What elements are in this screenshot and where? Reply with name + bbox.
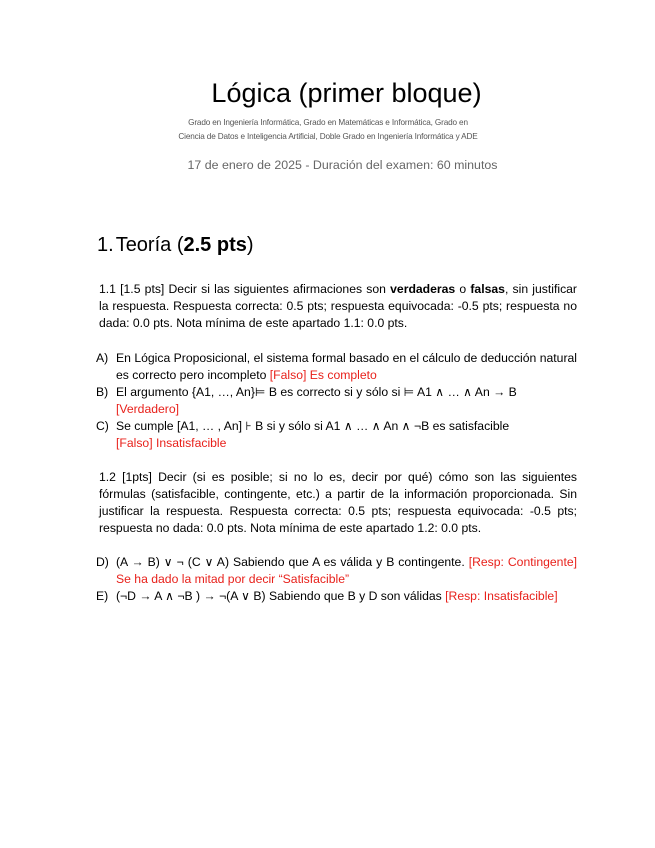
q11-bold-false: falsas bbox=[470, 282, 505, 296]
q11-rest: , sin justificar la respuesta. Respuesta correcta: 0.5 pts; respuesta equivocada: -0.5 pts; respuesta no dada: 0.0 pts. Nota mínima de este apartado 1.1: 0.0 pts. bbox=[99, 282, 577, 330]
item-letter: D) bbox=[96, 555, 109, 569]
item-text: (A → B) ∨ ¬ (C ∨ A) Sabiendo que A es válida y B contingente. bbox=[116, 555, 469, 569]
exam-title: Lógica (primer bloque) bbox=[211, 78, 482, 108]
exam-date-duration: 17 de enero de 2025 - Duración del examen: 60 minutos bbox=[187, 158, 498, 172]
item-answer: [Verdadero] bbox=[116, 402, 180, 416]
question-1-2-statement: 1.2 [1pts] Decir (si es posible; si no lo es, decir por qué) cómo son las siguientes fórmulas (satisfacible, contingente, etc.) a partir de la información proporcionada. Sin justificar la respuesta. Respuesta correcta: 0.5 pts; respuesta equivocada: -0.5 pts; respuesta no dada: 0.0 pts. Nota mínima de este apartado 1.2: 0.0 pts. bbox=[99, 470, 577, 535]
q11-bold-true: verdaderas bbox=[390, 282, 456, 296]
question-1-1-statement bbox=[99, 281, 577, 332]
item-letter: C) bbox=[96, 419, 109, 433]
item-letter: E) bbox=[96, 589, 109, 603]
item-answer: [Falso] Insatisfacible bbox=[116, 436, 227, 450]
item-text: En Lógica Proposicional, el sistema formal basado en el cálculo de deducción natural es correcto pero incompleto bbox=[116, 351, 577, 382]
item-text: (¬D → A ∧ ¬B ) → ¬(A ∨ B) Sabiendo que B y D son válidas bbox=[116, 589, 446, 603]
section-title-prefix: Teoría ( bbox=[115, 234, 184, 256]
section-number: 1. bbox=[97, 234, 114, 256]
degree-programs-line-2: Ciencia de Datos e Inteligencia Artificial, Doble Grado en Ingeniería Informática y ADE bbox=[178, 132, 478, 141]
item-answer: [Resp: Contingente] Se ha dado la mitad por decir “Satisfacible” bbox=[116, 555, 577, 586]
degree-programs bbox=[136, 116, 520, 144]
list-item bbox=[96, 418, 577, 452]
q11-mid: o bbox=[455, 282, 471, 296]
item-text: El argumento {A1, …, An}⊨ B es correcto si y sólo si ⊨ A1 ∧ … ∧ An → B bbox=[116, 385, 517, 399]
item-text: Se cumple [A1, … , An] ⊦ B si y sólo si A1 ∧ … ∧ An ∧ ¬B es satisfacible bbox=[116, 419, 510, 433]
item-letter: A) bbox=[96, 351, 109, 365]
question-1-2-items bbox=[96, 554, 577, 605]
list-item bbox=[96, 554, 577, 588]
question-1-1-items bbox=[96, 350, 577, 452]
list-item bbox=[96, 350, 577, 384]
degree-programs-line-1: Grado en Ingeniería Informática, Grado en Matemáticas e Informática, Grado en bbox=[188, 118, 468, 127]
item-answer: [Resp: Insatisfacible] bbox=[445, 589, 558, 603]
section-points: 2.5 pts bbox=[183, 234, 247, 256]
q11-intro: 1.1 [1.5 pts] Decir si las siguientes afirmaciones son bbox=[99, 282, 391, 296]
item-letter: B) bbox=[96, 385, 109, 399]
section-title-suffix: ) bbox=[246, 234, 254, 256]
list-item bbox=[96, 384, 577, 418]
list-item bbox=[96, 588, 577, 605]
item-answer: [Falso] Es completo bbox=[269, 368, 377, 382]
section-heading bbox=[97, 232, 254, 258]
